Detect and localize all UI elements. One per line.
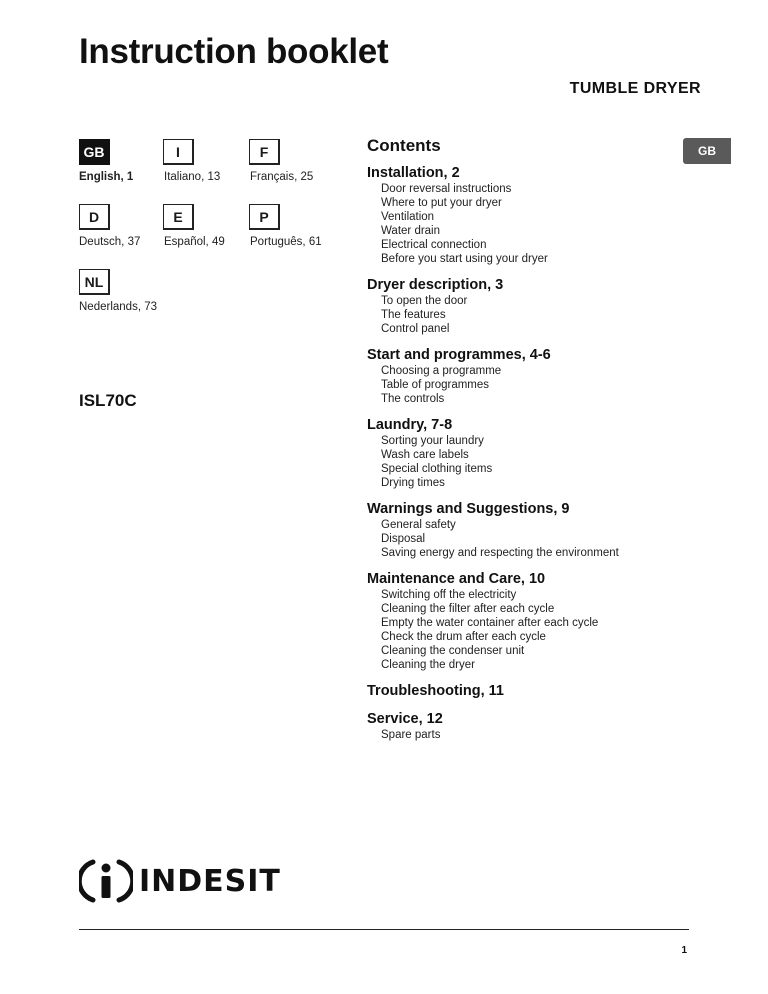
- section-items: [367, 728, 667, 742]
- language-label-e[interactable]: Español, 49: [164, 236, 225, 248]
- section-item[interactable]: Cleaning the condenser unit: [381, 645, 525, 657]
- section-item[interactable]: Control panel: [381, 323, 450, 335]
- language-label-i[interactable]: Italiano, 13: [164, 171, 221, 183]
- contents-section: [367, 347, 667, 406]
- language-label-nl[interactable]: Nederlands, 73: [79, 301, 157, 313]
- brand-logo: [79, 858, 281, 904]
- page-title: Instruction booklet: [79, 32, 389, 71]
- table-of-contents: [367, 136, 667, 753]
- section-title[interactable]: Warnings and Suggestions, 9: [367, 501, 570, 517]
- section-items: [367, 434, 667, 490]
- contents-heading: Contents: [367, 136, 441, 155]
- contents-section: [367, 501, 667, 560]
- section-item[interactable]: The controls: [381, 393, 445, 405]
- brand-name: INDESIT: [139, 863, 281, 899]
- contents-section: [367, 417, 667, 490]
- contents-section: [367, 571, 667, 672]
- section-title[interactable]: Start and programmes, 4-6: [367, 347, 551, 363]
- contents-section: [367, 165, 667, 266]
- section-item[interactable]: Drying times: [381, 477, 445, 489]
- section-title[interactable]: Installation, 2: [367, 165, 460, 181]
- section-title[interactable]: Dryer description, 3: [367, 277, 504, 293]
- section-item[interactable]: Check the drum after each cycle: [381, 631, 546, 643]
- section-items: [367, 294, 667, 336]
- section-item[interactable]: Choosing a programme: [381, 365, 502, 377]
- language-label-gb[interactable]: English, 1: [79, 171, 134, 183]
- section-items: [367, 364, 667, 406]
- language-box-gb[interactable]: GB: [79, 139, 110, 165]
- language-box-e[interactable]: E: [163, 204, 194, 230]
- indesit-logo-icon: [79, 858, 133, 904]
- section-title[interactable]: Laundry, 7-8: [367, 417, 453, 433]
- model-number: ISL70C: [79, 391, 137, 410]
- footer-rule: [79, 929, 689, 930]
- section-item[interactable]: Cleaning the dryer: [381, 659, 475, 671]
- language-box-f[interactable]: F: [249, 139, 280, 165]
- section-item[interactable]: Empty the water container after each cycle: [381, 617, 599, 629]
- language-label-f[interactable]: Français, 25: [250, 171, 314, 183]
- language-label-p[interactable]: Português, 61: [250, 236, 322, 248]
- section-item[interactable]: Where to put your dryer: [381, 197, 502, 209]
- language-box-i[interactable]: I: [163, 139, 194, 165]
- section-item[interactable]: Ventilation: [381, 211, 435, 223]
- section-item[interactable]: Before you start using your dryer: [381, 253, 548, 265]
- section-item[interactable]: Water drain: [381, 225, 441, 237]
- contents-section: [367, 711, 667, 742]
- section-item[interactable]: Disposal: [381, 533, 426, 545]
- section-item[interactable]: Cleaning the filter after each cycle: [381, 603, 555, 615]
- section-item[interactable]: To open the door: [381, 295, 468, 307]
- contents-sections: [367, 165, 667, 742]
- section-item[interactable]: Special clothing items: [381, 463, 493, 475]
- language-box-p[interactable]: P: [249, 204, 280, 230]
- section-items: [367, 518, 667, 560]
- language-box-nl[interactable]: NL: [79, 269, 110, 295]
- section-title[interactable]: Service, 12: [367, 711, 443, 727]
- contents-section: [367, 277, 667, 336]
- language-label-d[interactable]: Deutsch, 37: [79, 236, 141, 248]
- section-item[interactable]: Door reversal instructions: [381, 183, 512, 195]
- section-item[interactable]: Saving energy and respecting the environment: [381, 547, 619, 559]
- language-box-d[interactable]: D: [79, 204, 110, 230]
- product-type: TUMBLE DRYER: [569, 80, 701, 97]
- section-item[interactable]: Electrical connection: [381, 239, 487, 251]
- section-item[interactable]: Switching off the electricity: [381, 589, 517, 601]
- section-item[interactable]: General safety: [381, 519, 456, 531]
- section-item[interactable]: Spare parts: [381, 729, 441, 741]
- section-item[interactable]: Table of programmes: [381, 379, 490, 391]
- section-title[interactable]: Maintenance and Care, 10: [367, 571, 546, 587]
- section-item[interactable]: Sorting your laundry: [381, 435, 484, 447]
- section-title[interactable]: Troubleshooting, 11: [367, 683, 504, 699]
- section-item[interactable]: Wash care labels: [381, 449, 469, 461]
- section-item[interactable]: The features: [381, 309, 446, 321]
- language-tab: GB: [683, 138, 731, 164]
- section-items: [367, 588, 667, 672]
- page-number: 1: [681, 945, 687, 956]
- contents-section: [367, 683, 667, 700]
- section-items: [367, 182, 667, 266]
